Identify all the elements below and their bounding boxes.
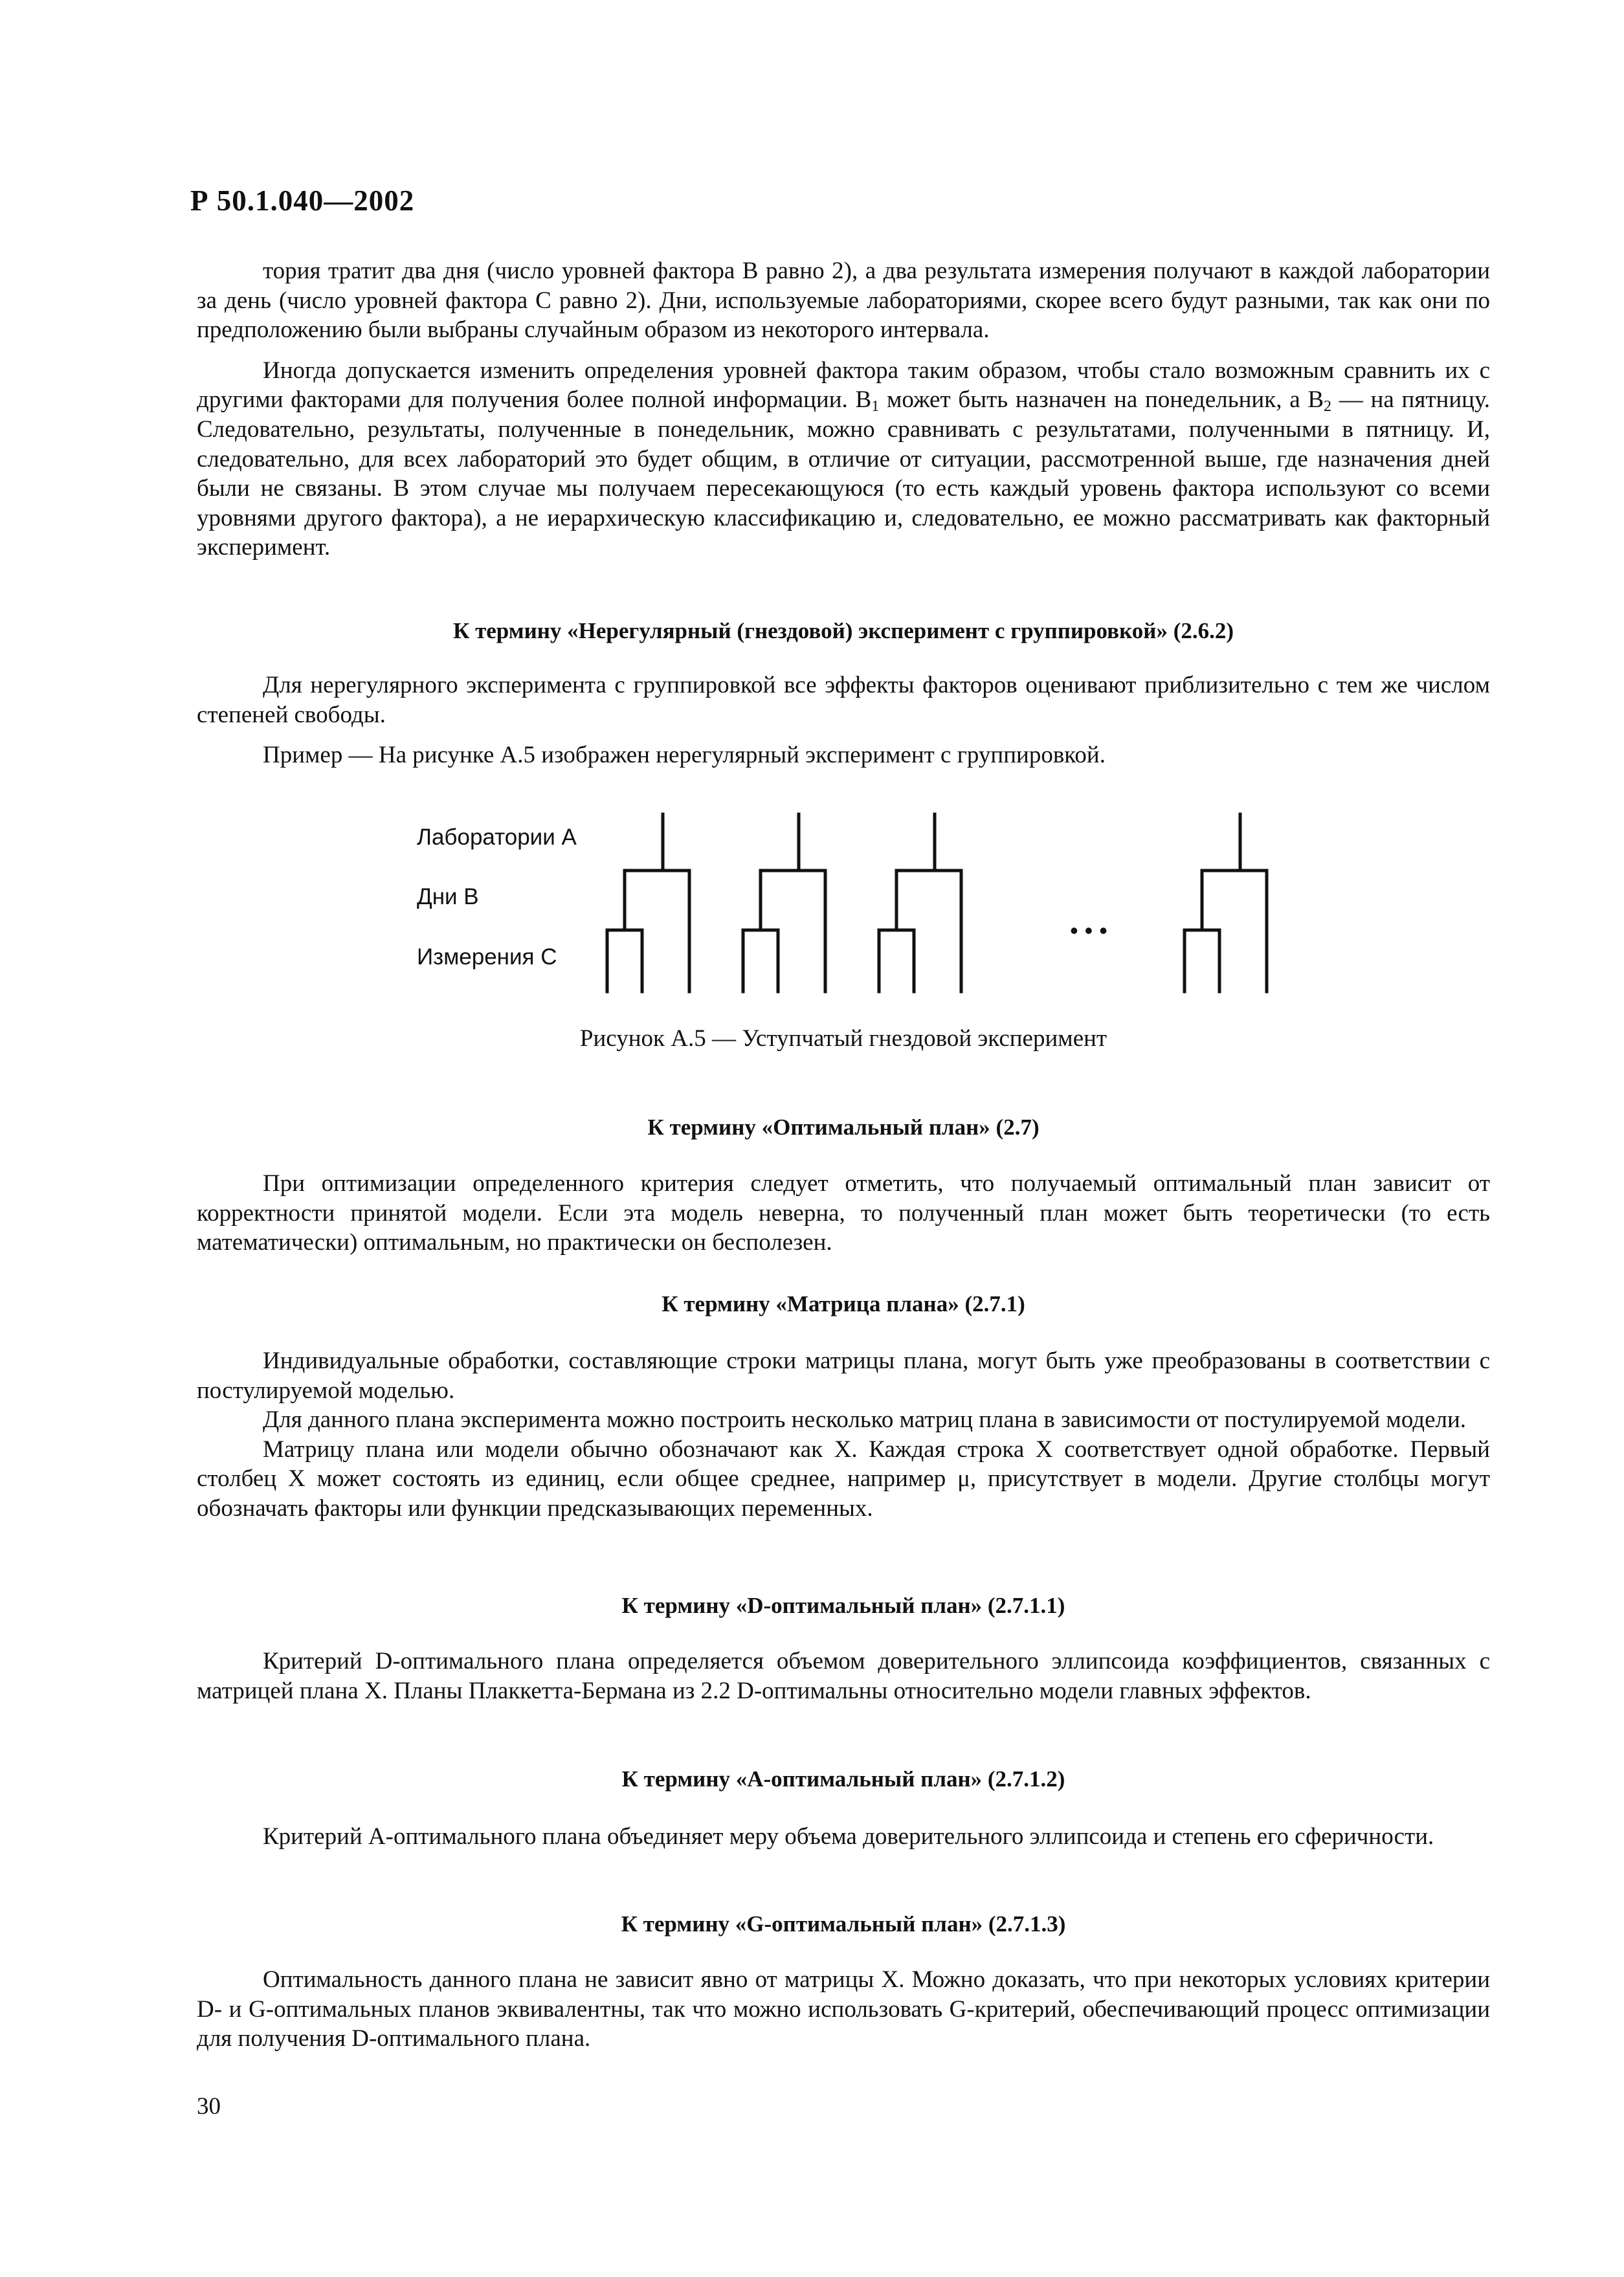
heading-design-matrix: К термину «Матрица плана» (2.7.1) <box>662 1291 1025 1316</box>
matrix-paragraph-3: Матрицу плана или модели обычно обозначают как X. Каждая строка X соответствует одной обработке. Первый столбец X может состоять из единиц, если общее среднее, например μ, присутствует в модели. Другие столбцы могут обозначать факторы или функции предсказывающих переменных. <box>197 1436 1490 1522</box>
example-line: Пример — На рисунке А.5 изображен нерегулярный эксперимент с группировкой. <box>263 742 1106 769</box>
figure-caption: Рисунок А.5 — Уступчатый гнездовой эксперимент <box>579 1025 1107 1052</box>
label-days: Дни B <box>417 884 479 909</box>
nested-paragraph: Для нерегулярного эксперимента с группировкой все эффекты факторов оценивают приблизительно с тем же числом степеней свободы. <box>197 672 1490 728</box>
optimal-text <box>197 1169 1490 1258</box>
a-optimal-paragraph: Критерий A-оптимального плана объединяет меру объема доверительного эллипсоида и степень его сферичности. <box>263 1823 1434 1850</box>
label-measurements: Измерения C <box>417 944 557 970</box>
heading-nested-experiment: К термину «Нерегулярный (гнездовой) эксперимент с группировкой» (2.6.2) <box>452 618 1234 643</box>
d-optimal-paragraph: Критерий D-оптимального плана определяется объемом доверительного эллипсоида коэффициентов, связанных с матрицей плана X. Планы Плаккетта-Бермана из 2.2 D-оптимальны относительно модели главных эффектов. <box>197 1648 1490 1704</box>
g-optimal-text <box>197 1965 1490 2054</box>
tree-lab-3 <box>879 814 961 992</box>
matrix-paragraph-1: Индивидуальные обработки, составляющие строки матрицы плана, могут быть уже преобразованы в соответствии с постулируемой моделью. <box>197 1348 1490 1404</box>
heading-g-optimal: К термину «G-оптимальный план» (2.7.1.3) <box>621 1911 1066 1937</box>
tree-lab-n <box>1185 814 1267 992</box>
document-code: Р 50.1.040—2002 <box>190 184 415 217</box>
tree-lab-2 <box>743 814 825 992</box>
matrix-paragraph-2: Для данного плана эксперимента можно построить несколько матриц плана в зависимости от постулируемой модели. <box>263 1406 1467 1434</box>
intro-text <box>197 256 1490 562</box>
heading-d-optimal: К термину «D-оптимальный план» (2.7.1.1) <box>621 1593 1065 1618</box>
heading-a-optimal: К термину «А-оптимальный план» (2.7.1.2) <box>621 1766 1065 1792</box>
intro-paragraph-2: Иногда допускается изменить определения уровней фактора таким образом, чтобы стало возможным сравнить их с другими факторами для получения более полной информации. $B_1$ может быть назначен на понедельник, а $B_2$ — на пятницу. Следовательно, результаты, полученные в понедельник, можно сравнивать с результатами, полученными в пятницу. И, следовательно, для всех лабораторий это будет общим, в отличие от ситуации, рассмотренной выше, где назначения дней были не связаны. В этом случае мы получаем пересекающуюся (то есть каждый уровень фактора используют со всеми уровнями другого фактора), а не иерархическую классификацию и, следовательно, ее можно рассматривать как факторный эксперимент. <box>197 357 1490 561</box>
heading-optimal-plan: К термину «Оптимальный план» (2.7) <box>647 1115 1040 1140</box>
page-number: 30 <box>197 2093 221 2120</box>
nested-design-diagram <box>602 809 1295 997</box>
g-optimal-paragraph: Оптимальность данного плана не зависит явно от матрицы X. Можно доказать, что при некоторых условиях критерии D- и G-оптимальных планов эквивалентны, так что можно использовать G-критерий, обеспечивающий процесс оптимизации для получения D-оптимального плана. <box>197 1966 1490 2052</box>
tree-lab-1 <box>607 814 689 992</box>
ellipsis-dots: • • • <box>1070 917 1107 944</box>
label-laboratories: Лаборатории A <box>417 825 577 850</box>
a-optimal-text <box>197 1822 1490 1852</box>
optimal-paragraph: При оптимизации определенного критерия следует отметить, что получаемый оптимальный план зависит от корректности принятой модели. Если эта модель неверна, то полученный план может быть теоретически (то есть математически) оптимальным, но практически он бесполезен. <box>197 1170 1490 1256</box>
d-optimal-text <box>197 1647 1490 1705</box>
matrix-text <box>197 1346 1490 1524</box>
nested-text <box>197 671 1490 770</box>
intro-paragraph-1: тория тратит два дня (число уровней фактора B равно 2), а два результата измерения получают в каждой лаборатории за день (число уровней фактора C равно 2). Дни, используемые лабораториями, скорее всего будут разными, так как они по предположению были выбраны случайным образом из некоторого интервала. <box>197 258 1490 344</box>
